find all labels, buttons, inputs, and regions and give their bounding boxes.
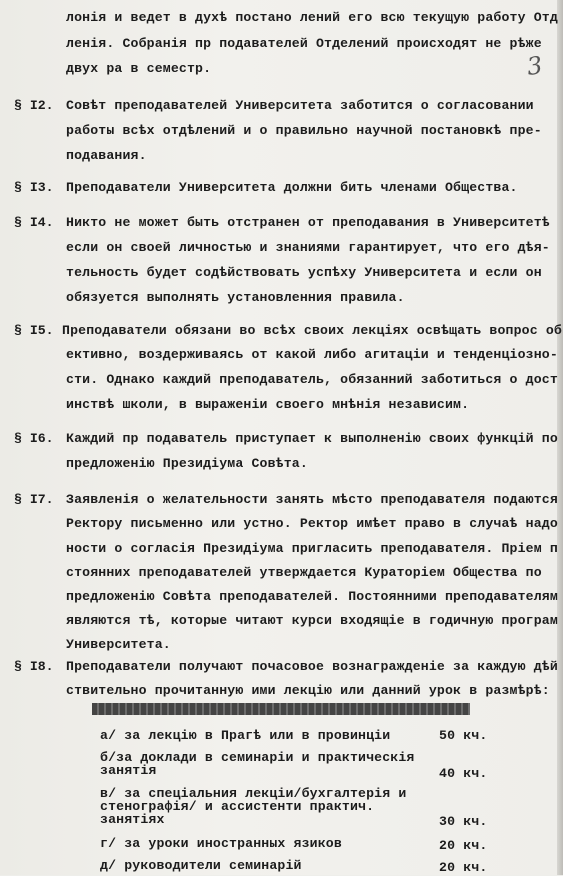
section-line: Преподаватели обязани во всѣх своих лекціях освѣщать вопрос об [62,323,562,338]
section-line: Совѣт преподавателей Университета заботится о согласовании [66,98,534,113]
section-line: ствительно прочитанную ими лекцію или данний урок в размѣрѣ: [66,683,550,698]
section-line: Заявленія о желательности занять мѣсто преподавателя подаются [66,492,558,507]
rate-label: занятія [100,763,157,778]
section-line: Каждий пр подаватель приступает к выполненію своих функцій по [66,431,558,446]
section-line: предложенію Президіума Совѣта. [66,456,308,471]
rate-amount: 20 кч. [439,838,488,853]
intro-line: лонія и ведет в духѣ постано лений его всю текущую работу Отд [66,10,558,25]
section-number: § I2. [14,98,54,113]
rate-label: стенографія/ и ассистенти практич. [100,799,375,814]
rate-label: б/за доклади в семинаріи и практическія [100,750,415,765]
struck-out-line [92,703,470,715]
rate-label: д/ руководители семинарій [100,858,302,873]
section-line: Никто не может быть отстранен от преподавания в Университетѣ [66,215,550,230]
section-line: Университета. [66,637,171,652]
intro-line: двух ра в семестр. [66,61,212,76]
rate-label: в/ за спеціальния лекціи/бухгалтерія и [100,786,407,801]
section-line: Преподаватели Университета должни бить членами Общества. [66,180,518,195]
section-line: Ректору письменно или устно. Ректор имѣет право в случаѣ надо [66,516,558,531]
section-number: § I4. [14,215,54,230]
section-number: § I7. [14,492,54,507]
section-line: являются тѣ, которые читают курси входящіе в годичную програм [66,613,558,628]
rate-amount: 20 кч. [439,860,488,875]
rate-amount: 30 кч. [439,814,488,829]
section-number: § I8. [14,659,54,674]
rate-amount: 40 кч. [439,766,488,781]
section-line: стоянних преподавателей утверждается Кураторіем Общества по [66,565,542,580]
section-line: если он своей личностью и знаниями гарантирует, что его дѣя- [66,240,550,255]
section-line: инствѣ школи, в выраженіи своего мнѣнія независим. [66,397,470,412]
section-line: ности о согласія Президіума пригласить преподавателя. Пріем п [66,541,558,556]
section-number: § I5. [14,323,54,338]
section-number: § I6. [14,431,54,446]
intro-line: ленія. Собранія пр подавателей Отделений происходят не рѣже [66,36,542,51]
section-line: Преподаватели получают почасовое вознагражденіе за каждую дѣй [66,659,558,674]
rate-label: а/ за лекцію в Прагѣ или в провинціи [100,728,391,743]
rate-label: г/ за уроки иностранных язиков [100,836,342,851]
section-line: ективно, воздерживаясь от какой либо агитаціи и тенденціозно- [66,347,558,362]
section-line: сти. Однако каждий преподаватель, обязанний заботиться о дост [66,372,558,387]
rate-amount: 50 кч. [439,728,488,743]
section-number: § I3. [14,180,54,195]
section-line: предложенію Совѣта преподавателей. Постоянними преподавателям [66,589,558,604]
rate-label: занятіях [100,812,165,827]
section-line: тельность будет содѣйствовать успѣху Университета и если он [66,265,542,280]
page-number: 3 [525,51,545,81]
section-line: подавания. [66,148,147,163]
section-line: обязуется выполнять установленния правила. [66,290,405,305]
section-line: работы всѣх отдѣлений и о правильно научной постановкѣ пре- [66,123,542,138]
